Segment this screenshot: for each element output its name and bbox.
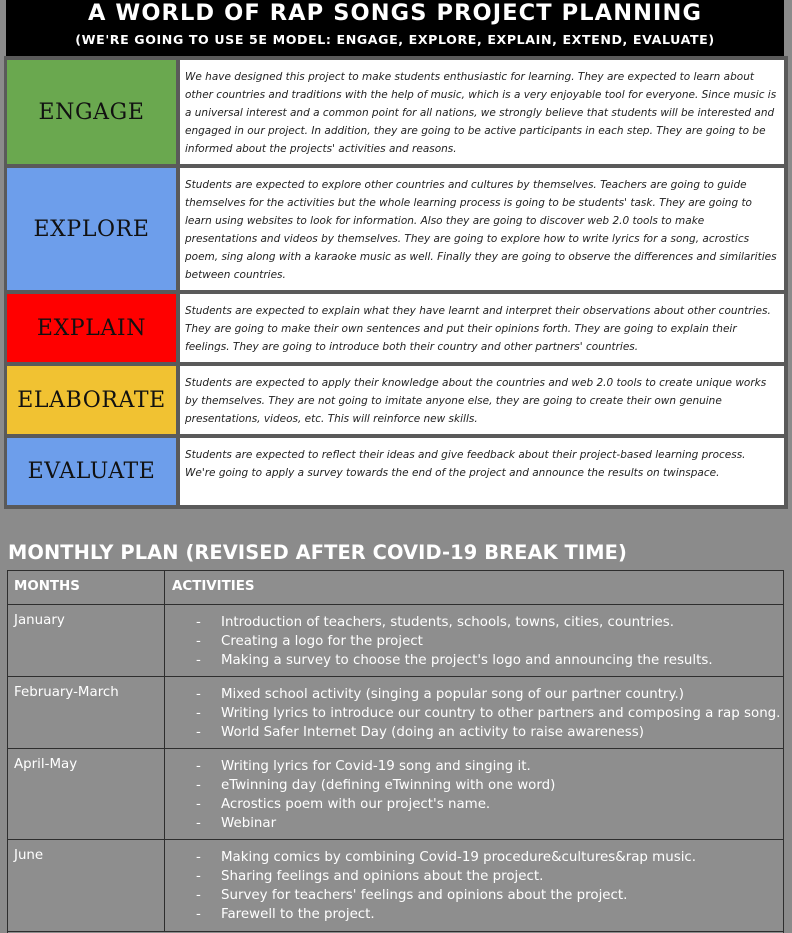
monthly-plan-table — [7, 570, 784, 933]
activity-item — [196, 776, 783, 795]
activities-cell — [165, 749, 783, 839]
table-row-january — [8, 605, 783, 677]
activity-item — [196, 886, 783, 905]
bullet-dash: - — [196, 888, 201, 903]
stage-label-explain: EXPLAIN — [7, 294, 176, 362]
month-cell: February-March — [8, 677, 165, 748]
page-title: A WORLD OF RAP SONGS PROJECT PLANNING — [87, 0, 703, 26]
bullet-dash: - — [196, 706, 201, 721]
activities-cell — [165, 840, 783, 931]
table-header-row — [8, 571, 783, 605]
activity-text: Acrostics poem with our project's name. — [221, 797, 491, 812]
activities-cell — [165, 605, 783, 676]
activity-item — [196, 704, 783, 723]
activity-item — [196, 905, 783, 924]
model-row-evaluate — [7, 438, 784, 505]
activity-item — [196, 613, 783, 632]
page-header — [6, 0, 784, 56]
bullet-dash: - — [196, 850, 201, 865]
stage-description-engage: We have designed this project to make students enthusiastic for learning. They are expected to learn about other countries and traditions with the help of music, which is a very enjoyable tool for everyone. Since music is a universal interest and a common point for all nations, we strongly believe that students will be interested and engaged in our project. In addition, they are going to be active participants in each step. They are going to be informed about the projects' activities and reasons. — [180, 60, 784, 164]
stage-label-evaluate: EVALUATE — [7, 438, 176, 505]
model-table — [4, 56, 788, 509]
bullet-dash: - — [196, 759, 201, 774]
stage-description-elaborate: Students are expected to apply their knowledge about the countries and web 2.0 tools to create unique works by themselves. They are not going to imitate anyone else, they are going to create their own genuine presentations, videos, etc. This will reinforce new skills. — [180, 366, 784, 434]
bullet-dash: - — [196, 797, 201, 812]
activity-item — [196, 685, 783, 704]
activity-text: Farewell to the project. — [221, 907, 375, 922]
month-cell: April-May — [8, 749, 165, 839]
stage-label-elaborate: ELABORATE — [7, 366, 176, 434]
model-row-explain — [7, 294, 784, 362]
model-row-elaborate — [7, 366, 784, 434]
stage-description-evaluate: Students are expected to reflect their ideas and give feedback about their project-based learning process. We're going to apply a survey towards the end of the project and announce the results on twinspace. — [180, 438, 784, 505]
activity-text: World Safer Internet Day (doing an activity to raise awareness) — [221, 725, 644, 740]
stage-description-explore: Students are expected to explore other countries and cultures by themselves. Teachers are going to guide themselves for the activities but the whole learning process is going to be students' task. They are going to learn using websites to look for information. Also they are going to discover web 2.0 tools to make presentations and videos by themselves. They are going to explore how to write lyrics for a song, acrostics poem, sing along with a karaoke music as well. Finally they are going to observe the differences and similarities between countries. — [180, 168, 784, 290]
month-cell: June — [8, 840, 165, 931]
activity-text: Mixed school activity (singing a popular song of our partner country.) — [221, 687, 685, 702]
bullet-dash: - — [196, 653, 201, 668]
activity-text: Writing lyrics for Covid-19 song and singing it. — [221, 759, 531, 774]
activity-text: Survey for teachers' feelings and opinions about the project. — [221, 888, 628, 903]
activity-item — [196, 795, 783, 814]
activity-text: eTwinning day (defining eTwinning with one word) — [221, 778, 556, 793]
bullet-dash: - — [196, 725, 201, 740]
bullet-dash: - — [196, 615, 201, 630]
activity-text: Sharing feelings and opinions about the project. — [221, 869, 544, 884]
stage-label-explore: EXPLORE — [7, 168, 176, 290]
bullet-dash: - — [196, 687, 201, 702]
table-row-june — [8, 840, 783, 932]
table-row-february-march — [8, 677, 783, 749]
model-row-engage — [7, 60, 784, 164]
column-header-activities: ACTIVITIES — [172, 579, 255, 594]
month-cell: January — [8, 605, 165, 676]
bullet-dash: - — [196, 869, 201, 884]
column-header-months: MONTHS — [8, 571, 165, 604]
activity-text: Introduction of teachers, students, schools, towns, cities, countries. — [221, 615, 675, 630]
activity-item — [196, 757, 783, 776]
activity-item — [196, 651, 783, 670]
activity-text: Writing lyrics to introduce our country to other partners and composing a rap song. — [221, 706, 781, 721]
model-row-explore — [7, 168, 784, 290]
bullet-dash: - — [196, 907, 201, 922]
activity-item — [196, 723, 783, 742]
table-row-april-may — [8, 749, 783, 840]
bullet-dash: - — [196, 634, 201, 649]
page-subtitle: (WE'RE GOING TO USE 5E MODEL: ENGAGE, EXPLORE, EXPLAIN, EXTEND, EVALUATE) — [75, 32, 715, 47]
activity-text: Making comics by combining Covid-19 procedure&cultures&rap music. — [221, 850, 697, 865]
bullet-dash: - — [196, 816, 201, 831]
bullet-dash: - — [196, 778, 201, 793]
stage-label-engage: ENGAGE — [7, 60, 176, 164]
monthly-plan-title: MONTHLY PLAN (REVISED AFTER COVID-19 BREAK TIME) — [8, 541, 627, 564]
activity-text: Making a survey to choose the project's logo and announcing the results. — [221, 653, 713, 668]
activity-item — [196, 848, 783, 867]
activity-item — [196, 814, 783, 833]
activity-item — [196, 867, 783, 886]
activity-item — [196, 632, 783, 651]
activities-cell — [165, 677, 783, 748]
activity-text: Webinar — [221, 816, 277, 831]
activity-text: Creating a logo for the project — [221, 634, 423, 649]
stage-description-explain: Students are expected to explain what they have learnt and interpret their observations about other countries. They are going to make their own sentences and put their opinions forth. They are going to explain their feelings. They are going to introduce both their country and other partners' countries. — [180, 294, 784, 362]
